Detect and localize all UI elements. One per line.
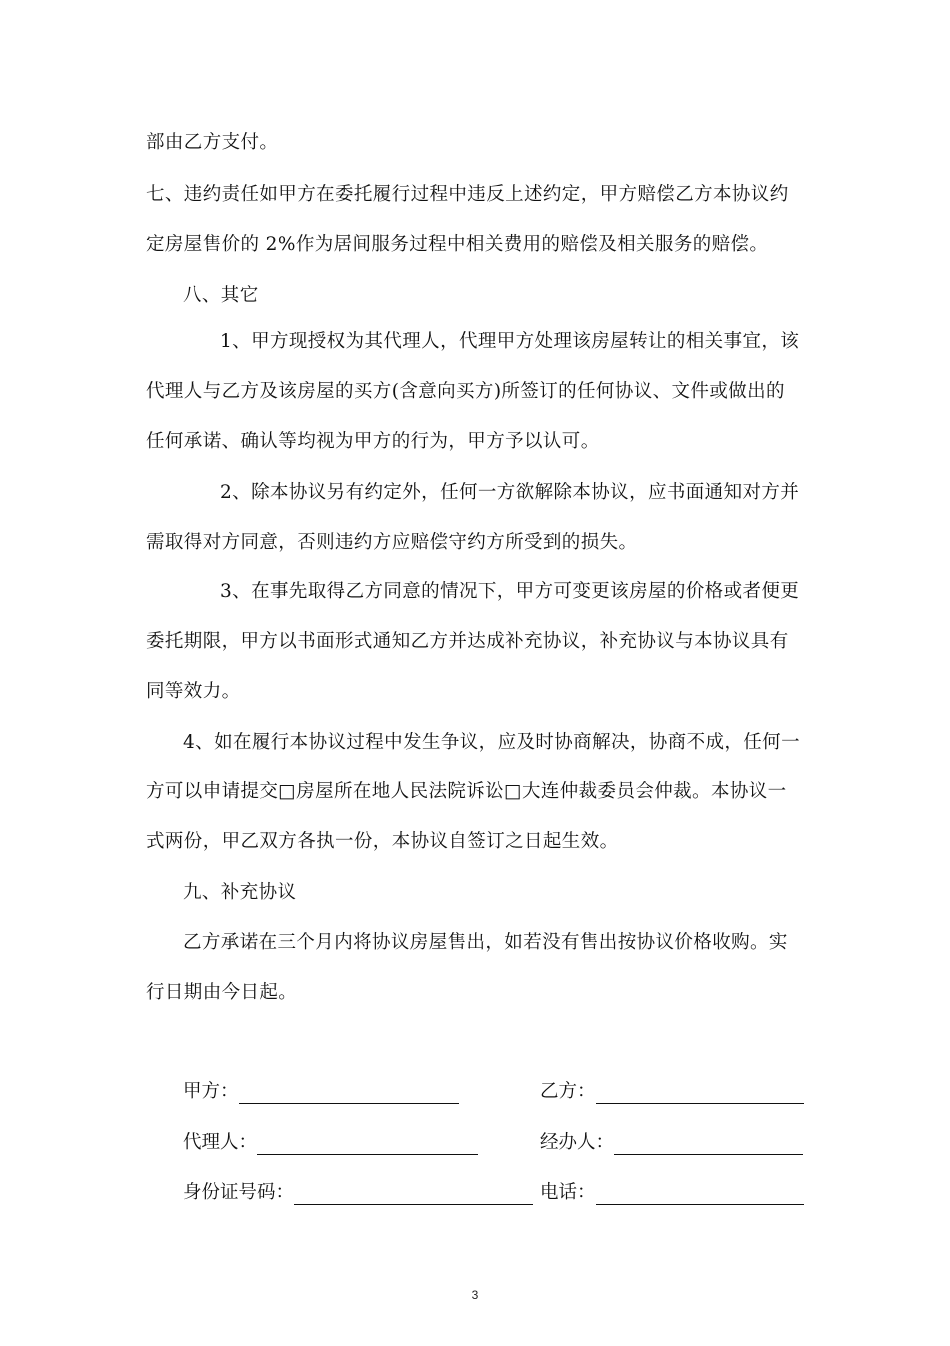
page-number: 3 — [471, 1288, 479, 1302]
party-a-label: 甲方： — [183, 1081, 239, 1102]
clause-8-item-1-line-1: 1、甲方现授权为其代理人，代理甲方处理该房屋转让的相关事宜，该 — [220, 331, 800, 352]
party-b-signature — [540, 1080, 804, 1104]
text-line-continuation: 部由乙方支付。 — [146, 132, 279, 153]
clause-8-heading: 八、其它 — [183, 285, 259, 306]
clause-7-line-1: 七、违约责任如甲方在委托履行过程中违反上述约定，甲方赔偿乙方本协议约 — [146, 184, 789, 205]
agent-signature — [183, 1131, 478, 1155]
agent-signature-line[interactable] — [257, 1134, 478, 1155]
handler-signature-line[interactable] — [614, 1134, 803, 1155]
id-number-line[interactable] — [294, 1184, 533, 1205]
clause-9-line-1: 乙方承诺在三个月内将协议房屋售出，如若没有售出按协议价格收购。实 — [183, 932, 788, 953]
phone-label: 电话： — [540, 1182, 596, 1203]
clause-8-item-2-line-1: 2、除本协议另有约定外，任何一方欲解除本协议，应书面通知对方并 — [220, 482, 800, 503]
clause-9-line-2: 行日期由今日起。 — [146, 982, 298, 1003]
phone-line[interactable] — [596, 1184, 804, 1205]
clause-8-item-3-line-2: 委托期限，甲方以书面形式通知乙方并达成补充协议，补充协议与本协议具有 — [146, 631, 789, 652]
clause-8-item-4-line-1: 4、如在履行本协议过程中发生争议，应及时协商解决，协商不成，任何一 — [183, 732, 800, 753]
clause-8-item-1-line-3: 任何承诺、确认等均视为甲方的行为，甲方予以认可。 — [146, 431, 600, 452]
phone-field — [540, 1181, 804, 1205]
clause-8-item-2-line-2: 需取得对方同意，否则违约方应赔偿守约方所受到的损失。 — [146, 532, 638, 553]
clause-9-heading: 九、补充协议 — [183, 882, 297, 903]
party-b-signature-line[interactable] — [596, 1083, 804, 1104]
clause-8-item-3-line-1: 3、在事先取得乙方同意的情况下，甲方可变更该房屋的价格或者便更 — [220, 581, 800, 602]
id-number-field — [183, 1181, 533, 1205]
party-a-signature-line[interactable] — [239, 1083, 459, 1104]
clause-8-item-3-line-3: 同等效力。 — [146, 681, 241, 702]
handler-label: 经办人： — [540, 1132, 615, 1153]
party-a-signature — [183, 1080, 459, 1104]
clause-8-item-4-line-3: 式两份，甲乙双方各执一份，本协议自签订之日起生效。 — [146, 831, 619, 852]
handler-signature — [540, 1131, 803, 1155]
id-number-label: 身份证号码： — [183, 1182, 295, 1203]
clause-8-item-1-line-2: 代理人与乙方及该房屋的买方(含意向买方)所签订的任何协议、文件或做出的 — [146, 381, 785, 402]
clause-7-line-2: 定房屋售价的 2%作为居间服务过程中相关费用的赔偿及相关服务的赔偿。 — [146, 234, 769, 255]
clause-8-item-4-line-2: 方可以申请提交□房屋所在地人民法院诉讼□大连仲裁委员会仲裁。本协议一 — [146, 781, 787, 802]
party-b-label: 乙方： — [540, 1081, 596, 1102]
agent-label: 代理人： — [183, 1132, 258, 1153]
